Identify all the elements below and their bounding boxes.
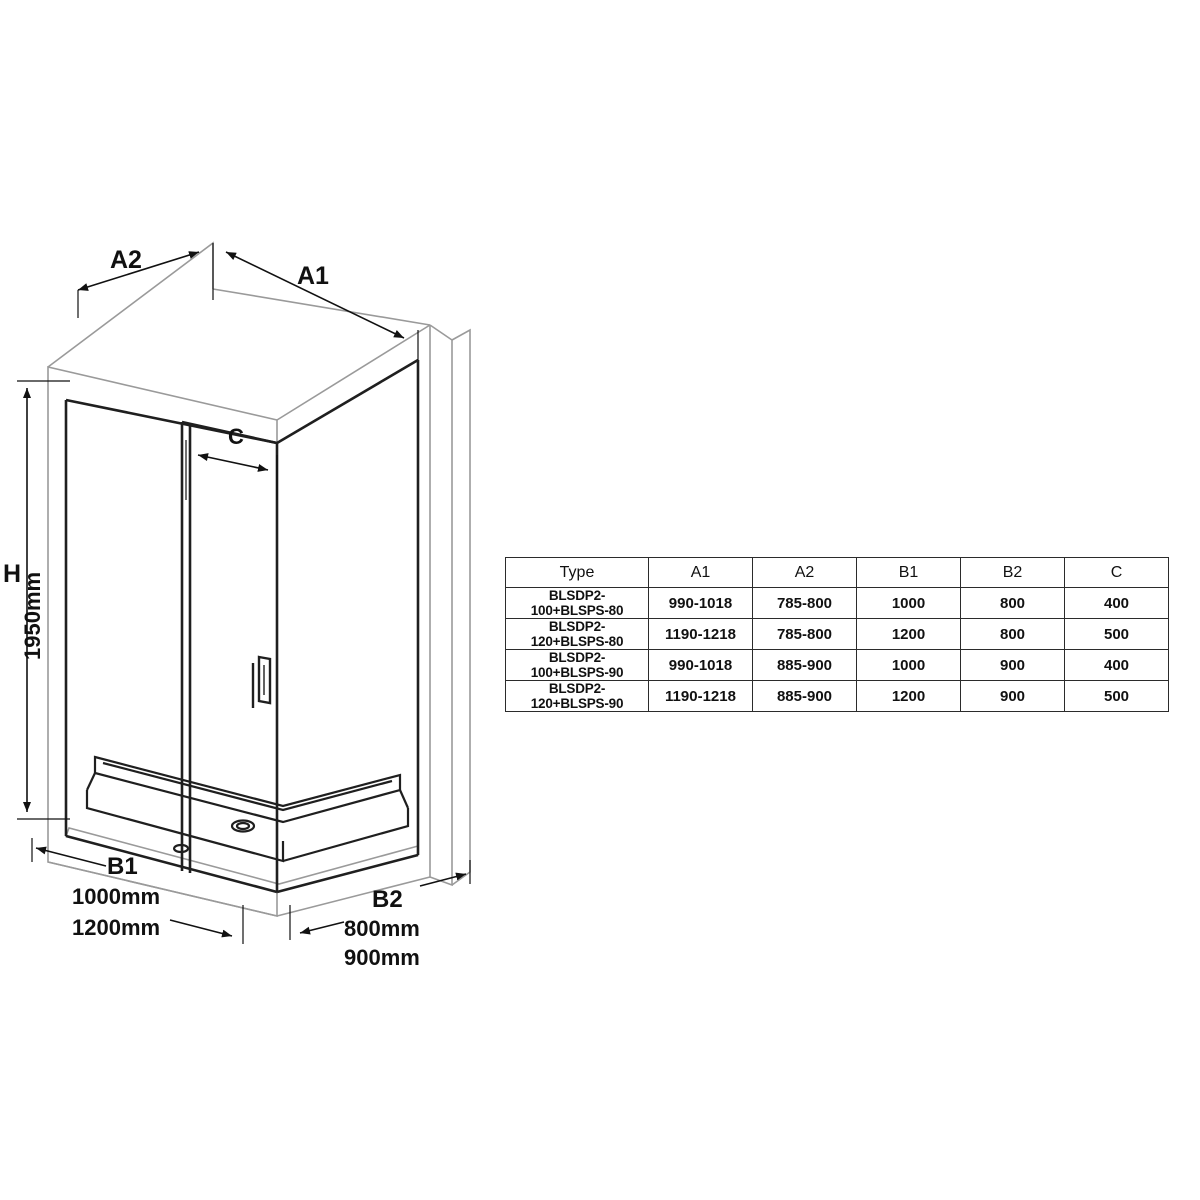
dim-label-c: C — [228, 424, 244, 449]
table-header-b1: B1 — [857, 558, 961, 588]
cell-b1: 1200 — [857, 619, 961, 650]
cell-c: 400 — [1065, 588, 1169, 619]
cell-a1: 990-1018 — [649, 588, 753, 619]
table-row — [506, 650, 1169, 681]
cell-type: BLSDP2-120+BLSPS-90 — [506, 681, 649, 712]
cell-b1: 1000 — [857, 650, 961, 681]
dim-c-line — [198, 455, 268, 470]
dim-label-b1-value-2: 1200mm — [72, 915, 161, 940]
cell-a2: 785-800 — [753, 619, 857, 650]
dim-label-b2: B2 — [372, 886, 403, 913]
table-header-a2: A2 — [753, 558, 857, 588]
table-header-type: Type — [506, 558, 649, 588]
dim-label-a2: A2 — [110, 246, 142, 274]
cell-b1: 1000 — [857, 588, 961, 619]
dim-label-h: H — [3, 560, 22, 588]
cell-a2: 885-900 — [753, 650, 857, 681]
cell-a2: 785-800 — [753, 588, 857, 619]
cell-a1: 990-1018 — [649, 650, 753, 681]
cell-c: 500 — [1065, 619, 1169, 650]
cell-b2: 800 — [961, 619, 1065, 650]
table-row — [506, 619, 1169, 650]
table-header-b2: B2 — [961, 558, 1065, 588]
cell-c: 400 — [1065, 650, 1169, 681]
cell-b1: 1200 — [857, 681, 961, 712]
table-header-a1: A1 — [649, 558, 753, 588]
table-row — [506, 588, 1169, 619]
table-row — [506, 681, 1169, 712]
dim-label-b2-value-2: 900mm — [344, 945, 420, 970]
cell-type: BLSDP2-120+BLSPS-80 — [506, 619, 649, 650]
dim-label-a1: A1 — [297, 262, 329, 290]
dim-b2-arrow-left — [300, 922, 344, 933]
cell-type: BLSDP2-100+BLSPS-90 — [506, 650, 649, 681]
dim-label-b1: B1 — [107, 853, 138, 880]
cell-b2: 900 — [961, 650, 1065, 681]
cell-b2: 900 — [961, 681, 1065, 712]
dim-label-h-value: 1950mm — [20, 571, 45, 660]
table-header-c: C — [1065, 558, 1169, 588]
cell-c: 500 — [1065, 681, 1169, 712]
dim-b1-arrow-right — [170, 920, 232, 936]
cell-a1: 1190-1218 — [649, 681, 753, 712]
dimension-lines — [17, 243, 470, 944]
cell-a1: 1190-1218 — [649, 619, 753, 650]
dim-label-b2-value-1: 800mm — [344, 916, 420, 941]
dim-label-b1-value-1: 1000mm — [72, 884, 161, 909]
cell-type: BLSDP2-100+BLSPS-80 — [506, 588, 649, 619]
cell-b2: 800 — [961, 588, 1065, 619]
specification-table — [505, 557, 1169, 712]
cell-a2: 885-900 — [753, 681, 857, 712]
door-handle — [253, 657, 270, 708]
table-header-row — [506, 558, 1169, 588]
